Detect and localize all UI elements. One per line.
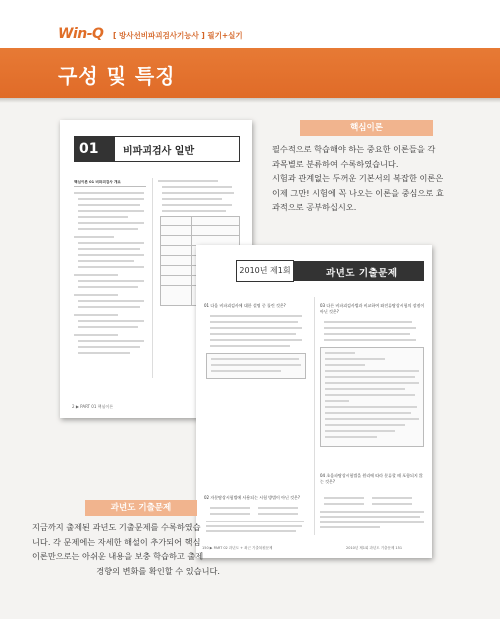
option-line <box>210 327 302 329</box>
option-line <box>210 339 302 341</box>
desc-line: 시험과 관계없는 두꺼운 기본서의 복잡한 이론은 <box>272 173 444 183</box>
text-line <box>162 192 234 194</box>
option-line <box>372 503 412 505</box>
text-line <box>211 364 301 366</box>
text-line <box>78 254 144 256</box>
page-footer: 150 ▶ PART 02 과년도 + 최근 기출복원문제 <box>202 546 273 550</box>
desc-line: 이론만으로는 아쉬운 내용을 보충 학습하고 출제 <box>32 551 204 561</box>
text-line <box>78 260 134 262</box>
past-exam-page-preview <box>196 245 432 558</box>
chapter-header <box>74 136 240 162</box>
text-line <box>158 180 218 182</box>
title-banner <box>0 48 500 98</box>
option-line <box>210 507 250 509</box>
question-3: 03 다른 비파괴검사법과 비교하여 와전류탐상시험의 장점이 아닌 것은? <box>320 303 425 314</box>
option-line <box>324 503 364 505</box>
past-exams-tag: 과년도 기출문제 <box>85 500 197 516</box>
text-line <box>325 358 385 360</box>
text-line <box>78 280 144 282</box>
text-line <box>74 334 118 336</box>
chapter-number: 01 <box>75 137 115 161</box>
core-theory-tag: 핵심이론 <box>300 120 433 136</box>
text-line <box>78 210 144 212</box>
option-line <box>210 321 298 323</box>
text-line <box>325 418 419 420</box>
text-line <box>325 376 415 378</box>
text-line <box>74 236 114 238</box>
desc-line: 이제 그만! 시험에 꼭 나오는 이론을 중심으로 효 <box>272 187 444 198</box>
text-line <box>78 228 138 230</box>
option-line <box>210 333 296 335</box>
text-line <box>211 370 281 372</box>
option-line <box>324 327 416 329</box>
text-line <box>320 511 424 513</box>
top-header <box>0 0 500 48</box>
option-line <box>324 339 416 341</box>
text-line <box>74 274 118 276</box>
section-heading: 핵심이론 01 비파괴검사 개요 <box>74 180 121 184</box>
text-line <box>74 314 118 316</box>
text-line <box>78 222 144 224</box>
text-line <box>325 352 355 354</box>
text-line <box>325 406 417 408</box>
question-2: 02 자분탐상시험법에 사용되는 시험 방법이 아닌 것은? <box>204 495 300 500</box>
question-4: 04 초음파탐상시험법을 원리에 따라 분류할 때 포함되지 않는 것은? <box>320 473 423 484</box>
text-line <box>162 210 226 212</box>
table-rule <box>161 235 239 236</box>
column-divider <box>314 297 315 535</box>
text-line <box>162 186 232 188</box>
text-line <box>78 300 144 302</box>
book-title: [ 방사선비파괴검사기능사 ] 필기+실기 <box>113 31 243 40</box>
desc-line: 과적으로 공부하십시오. <box>272 202 357 212</box>
option-line <box>324 333 410 335</box>
text-line <box>78 346 140 348</box>
text-line <box>78 216 128 218</box>
desc-line: 필수적으로 학습해야 하는 중요한 이론들을 각 <box>272 144 436 154</box>
text-line <box>211 358 299 360</box>
text-line <box>325 436 377 438</box>
text-line <box>325 400 349 402</box>
text-line <box>78 198 144 200</box>
text-line <box>325 394 415 396</box>
past-exams-desc <box>32 520 224 578</box>
text-line <box>325 430 395 432</box>
core-theory-desc <box>272 142 462 215</box>
text-line <box>325 382 419 384</box>
text-line <box>162 204 232 206</box>
brand-logo: Win-Q <box>58 26 104 42</box>
text-line <box>320 521 424 523</box>
page-title: 구성 및 특징 <box>58 64 176 88</box>
exam-title: 과년도 기출문제 <box>326 268 398 279</box>
option-line <box>210 315 302 317</box>
column-divider <box>152 178 153 378</box>
text-line <box>74 294 118 296</box>
text-line <box>74 192 144 194</box>
text-line <box>325 424 405 426</box>
question-1: 01 다음 비파괴검사에 대한 설명 중 틀린 것은? <box>204 303 286 308</box>
desc-line: 니다. 각 문제에는 자세한 해설이 추가되어 핵심 <box>32 536 201 547</box>
text-line <box>78 242 144 244</box>
option-line <box>258 513 298 515</box>
text-line <box>325 364 365 366</box>
text-line <box>78 266 144 268</box>
desc-line: 과목별로 분류하여 수록하였습니다. <box>272 158 399 169</box>
text-line <box>325 370 419 372</box>
answer-explanation-box <box>206 353 306 379</box>
option-line <box>210 345 290 347</box>
exam-header <box>239 261 424 281</box>
exam-year: 2010년 제1회 <box>236 260 294 282</box>
text-line <box>320 526 380 528</box>
text-line <box>78 306 140 308</box>
page-footer-right: 2010년 제1회 과년도 기출문제 151 <box>346 546 403 550</box>
option-line <box>258 507 298 509</box>
text-line <box>325 388 405 390</box>
answer-explanation-box <box>320 347 424 447</box>
chapter-title: 비파괴검사 일반 <box>123 146 195 157</box>
option-line <box>210 513 250 515</box>
option-line <box>324 497 364 499</box>
table-col-rule <box>191 217 192 305</box>
banner-shadow <box>0 98 500 103</box>
desc-line: 경향의 변화를 확인할 수 있습니다. <box>96 565 220 576</box>
text-line <box>78 340 144 342</box>
text-line <box>78 326 138 328</box>
rule <box>74 186 146 187</box>
table-rule <box>161 225 239 226</box>
text-line <box>325 412 411 414</box>
text-line <box>162 198 222 200</box>
option-line <box>324 321 412 323</box>
text-line <box>78 352 130 354</box>
text-line <box>78 204 140 206</box>
text-line <box>320 516 420 518</box>
desc-line: 지금까지 출제된 과년도 기출문제를 수록하였습 <box>32 522 201 532</box>
option-line <box>372 497 412 499</box>
text-line <box>78 320 144 322</box>
page-footer: 2 ▶ PART 01 핵심이론 <box>72 404 114 409</box>
text-line <box>78 286 138 288</box>
text-line <box>78 248 140 250</box>
